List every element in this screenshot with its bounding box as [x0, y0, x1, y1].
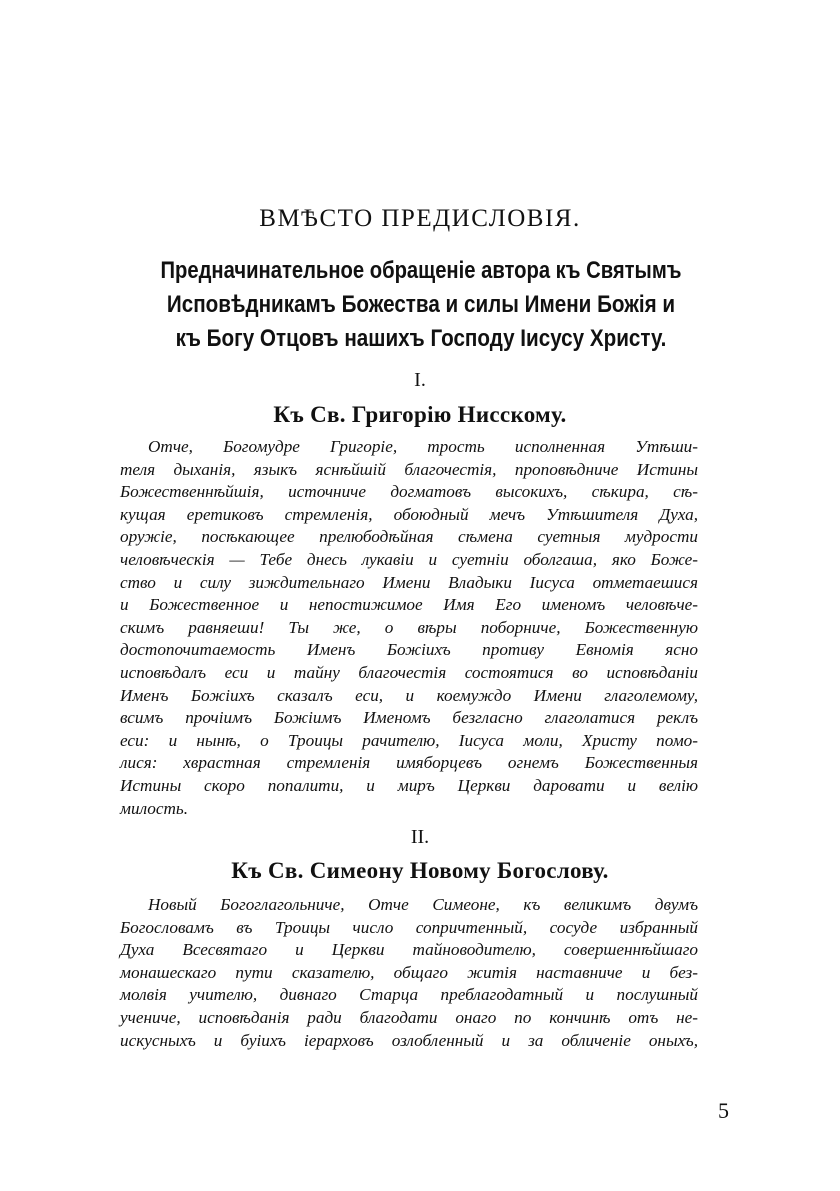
text-line: всимъ прочіимъ Божіимъ Именомъ безгласно глаголатися реклъ	[120, 708, 698, 728]
text-line: монашескаго пути сказателю, общаго житія наставниче и без-	[120, 962, 698, 982]
text-line: оружіе, посѣкающее прелюбодѣйная сѣмена суетныя мудрости	[120, 527, 698, 547]
text-line: кущая еретиковъ стремленія, обоюдный мечъ Утѣшителя Духа,	[120, 504, 698, 524]
text-line: Истины скоро попалити, и миръ Церкви даровати и велію	[120, 775, 698, 795]
section-body-1	[120, 436, 698, 820]
text-line: еси: и нынѣ, о Троицы рачителю, Іисуса моли, Христу помо-	[120, 730, 698, 750]
text-line: Божественнѣйшія, источниче догматовъ высокихъ, сѣкира, сѣ-	[120, 482, 698, 502]
text-line: теля дыханія, языкъ яснѣйшій благочестія, проповѣдниче Истины	[120, 459, 698, 479]
text-line: Отче, Богомудре Григоріе, трость исполненная Утѣши-	[148, 437, 698, 456]
main-title-line: Предначинательное обращеніе автора къ Святымъ	[160, 257, 682, 284]
text-line: Духа Всесвятаго и Церкви тайноводителю, совершеннѣйшаго	[120, 940, 698, 960]
text-line: ство и силу зиждительнаго Имени Владыки Іисуса отметаешися	[120, 572, 698, 592]
text-line: Новый Богоглагольниче, Отче Симеоне, къ великимъ двумъ	[148, 895, 698, 914]
main-title	[160, 254, 681, 356]
text-line: исповѣдалъ еси и тайну благочестія состоятися во исповѣданіи	[120, 662, 698, 682]
text-line: Богословамъ въ Троицы число сопричтенный, сосуде избранный	[120, 917, 698, 937]
text-line: и Божественное и непостижимое Имя Его именомъ человѣче-	[120, 595, 698, 615]
section-title-2: Къ Св. Симеону Новому Богослову.	[231, 858, 609, 883]
text-line: искусныхъ и буіихъ іерарховъ озлобленный и за обличеніе оныхъ,	[120, 1030, 698, 1050]
text-line: скимъ равняеши! Ты же, о вѣры поборниче, Божественную	[120, 617, 698, 637]
section-number-2: II.	[410, 826, 430, 848]
main-title-line: Исповѣдникамъ Божества и силы Имени Божія и	[166, 291, 676, 318]
text-line: лися: хврастная стремленія имяборцевъ огнемъ Божественныя	[120, 753, 698, 773]
page-number: 5	[718, 1098, 729, 1123]
section-body-2	[120, 894, 698, 1052]
text-line: Именъ Божіихъ сказалъ еси, и коемуждо Имени глаголемому,	[120, 685, 698, 705]
page-heading: ВМѢСТО ПРЕДИСЛОВІЯ.	[259, 205, 581, 232]
text-line: учениче, исповѣданія ради благодати онаго по кончинѣ отъ не-	[120, 1007, 698, 1027]
text-line: достопочитаемость Именъ Божіихъ противу Евномія ясно	[120, 640, 698, 660]
text-line: молвія учителю, дивнаго Старца преблагодатный и послушный	[120, 985, 698, 1005]
section-number-1: I.	[414, 369, 426, 391]
text-line: милость.	[120, 798, 189, 818]
main-title-line: къ Богу Отцовъ нашихъ Господу Іисусу Христу.	[175, 325, 667, 352]
section-title-1: Къ Св. Григорію Нисскому.	[273, 402, 567, 427]
text-line: человѣческія — Тебе днесь лукавіи и суетніи оболгаша, яко Боже-	[120, 549, 698, 569]
